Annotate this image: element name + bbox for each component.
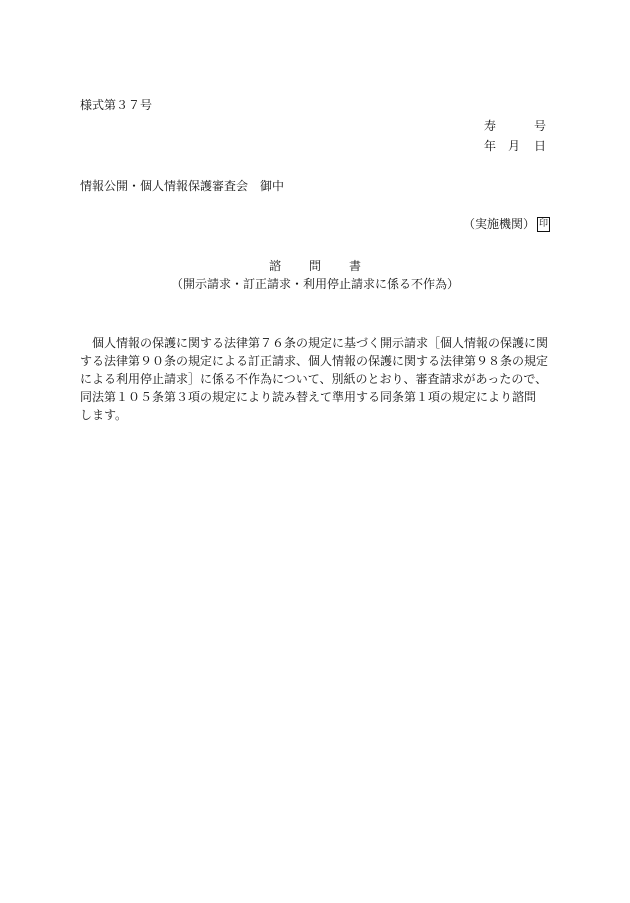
body-line: 個人情報の保護に関する法律第７６条の規定に基づく開示請求［個人情報の保護に関	[80, 336, 549, 350]
title-char-1: 諮	[268, 259, 281, 273]
document-number-suffix: 号	[534, 119, 547, 133]
addressee: 情報公開・個人情報保護審査会 御中	[80, 179, 285, 193]
sender-label: （実施機関）	[462, 217, 535, 231]
document-title	[0, 258, 630, 274]
date-year: 年	[484, 139, 497, 153]
document-number-label: 寿	[484, 119, 497, 133]
body-line: 同法第１０５条第３項の規定により読み替えて準用する同条第１項の規定により諮問	[80, 390, 537, 404]
body-paragraph	[80, 334, 552, 424]
body-line: による利用停止請求］に係る不作為について、別紙のとおり、審査請求があったので、	[80, 372, 548, 386]
date-month: 月	[508, 139, 521, 153]
document-subtitle: （開示請求・訂正請求・利用停止請求に係る不作為）	[170, 277, 459, 291]
title-char-2: 問	[308, 259, 321, 273]
body-line: する法律第９０条の規定による訂正請求、個人情報の保護に関する法律第９８条の規定	[80, 354, 549, 368]
sender	[463, 216, 550, 232]
seal-mark: 印	[537, 217, 550, 232]
title-char-3: 書	[349, 259, 362, 273]
date-day: 日	[534, 139, 547, 153]
body-line: します。	[80, 408, 128, 422]
form-number: 様式第３７号	[80, 98, 153, 112]
